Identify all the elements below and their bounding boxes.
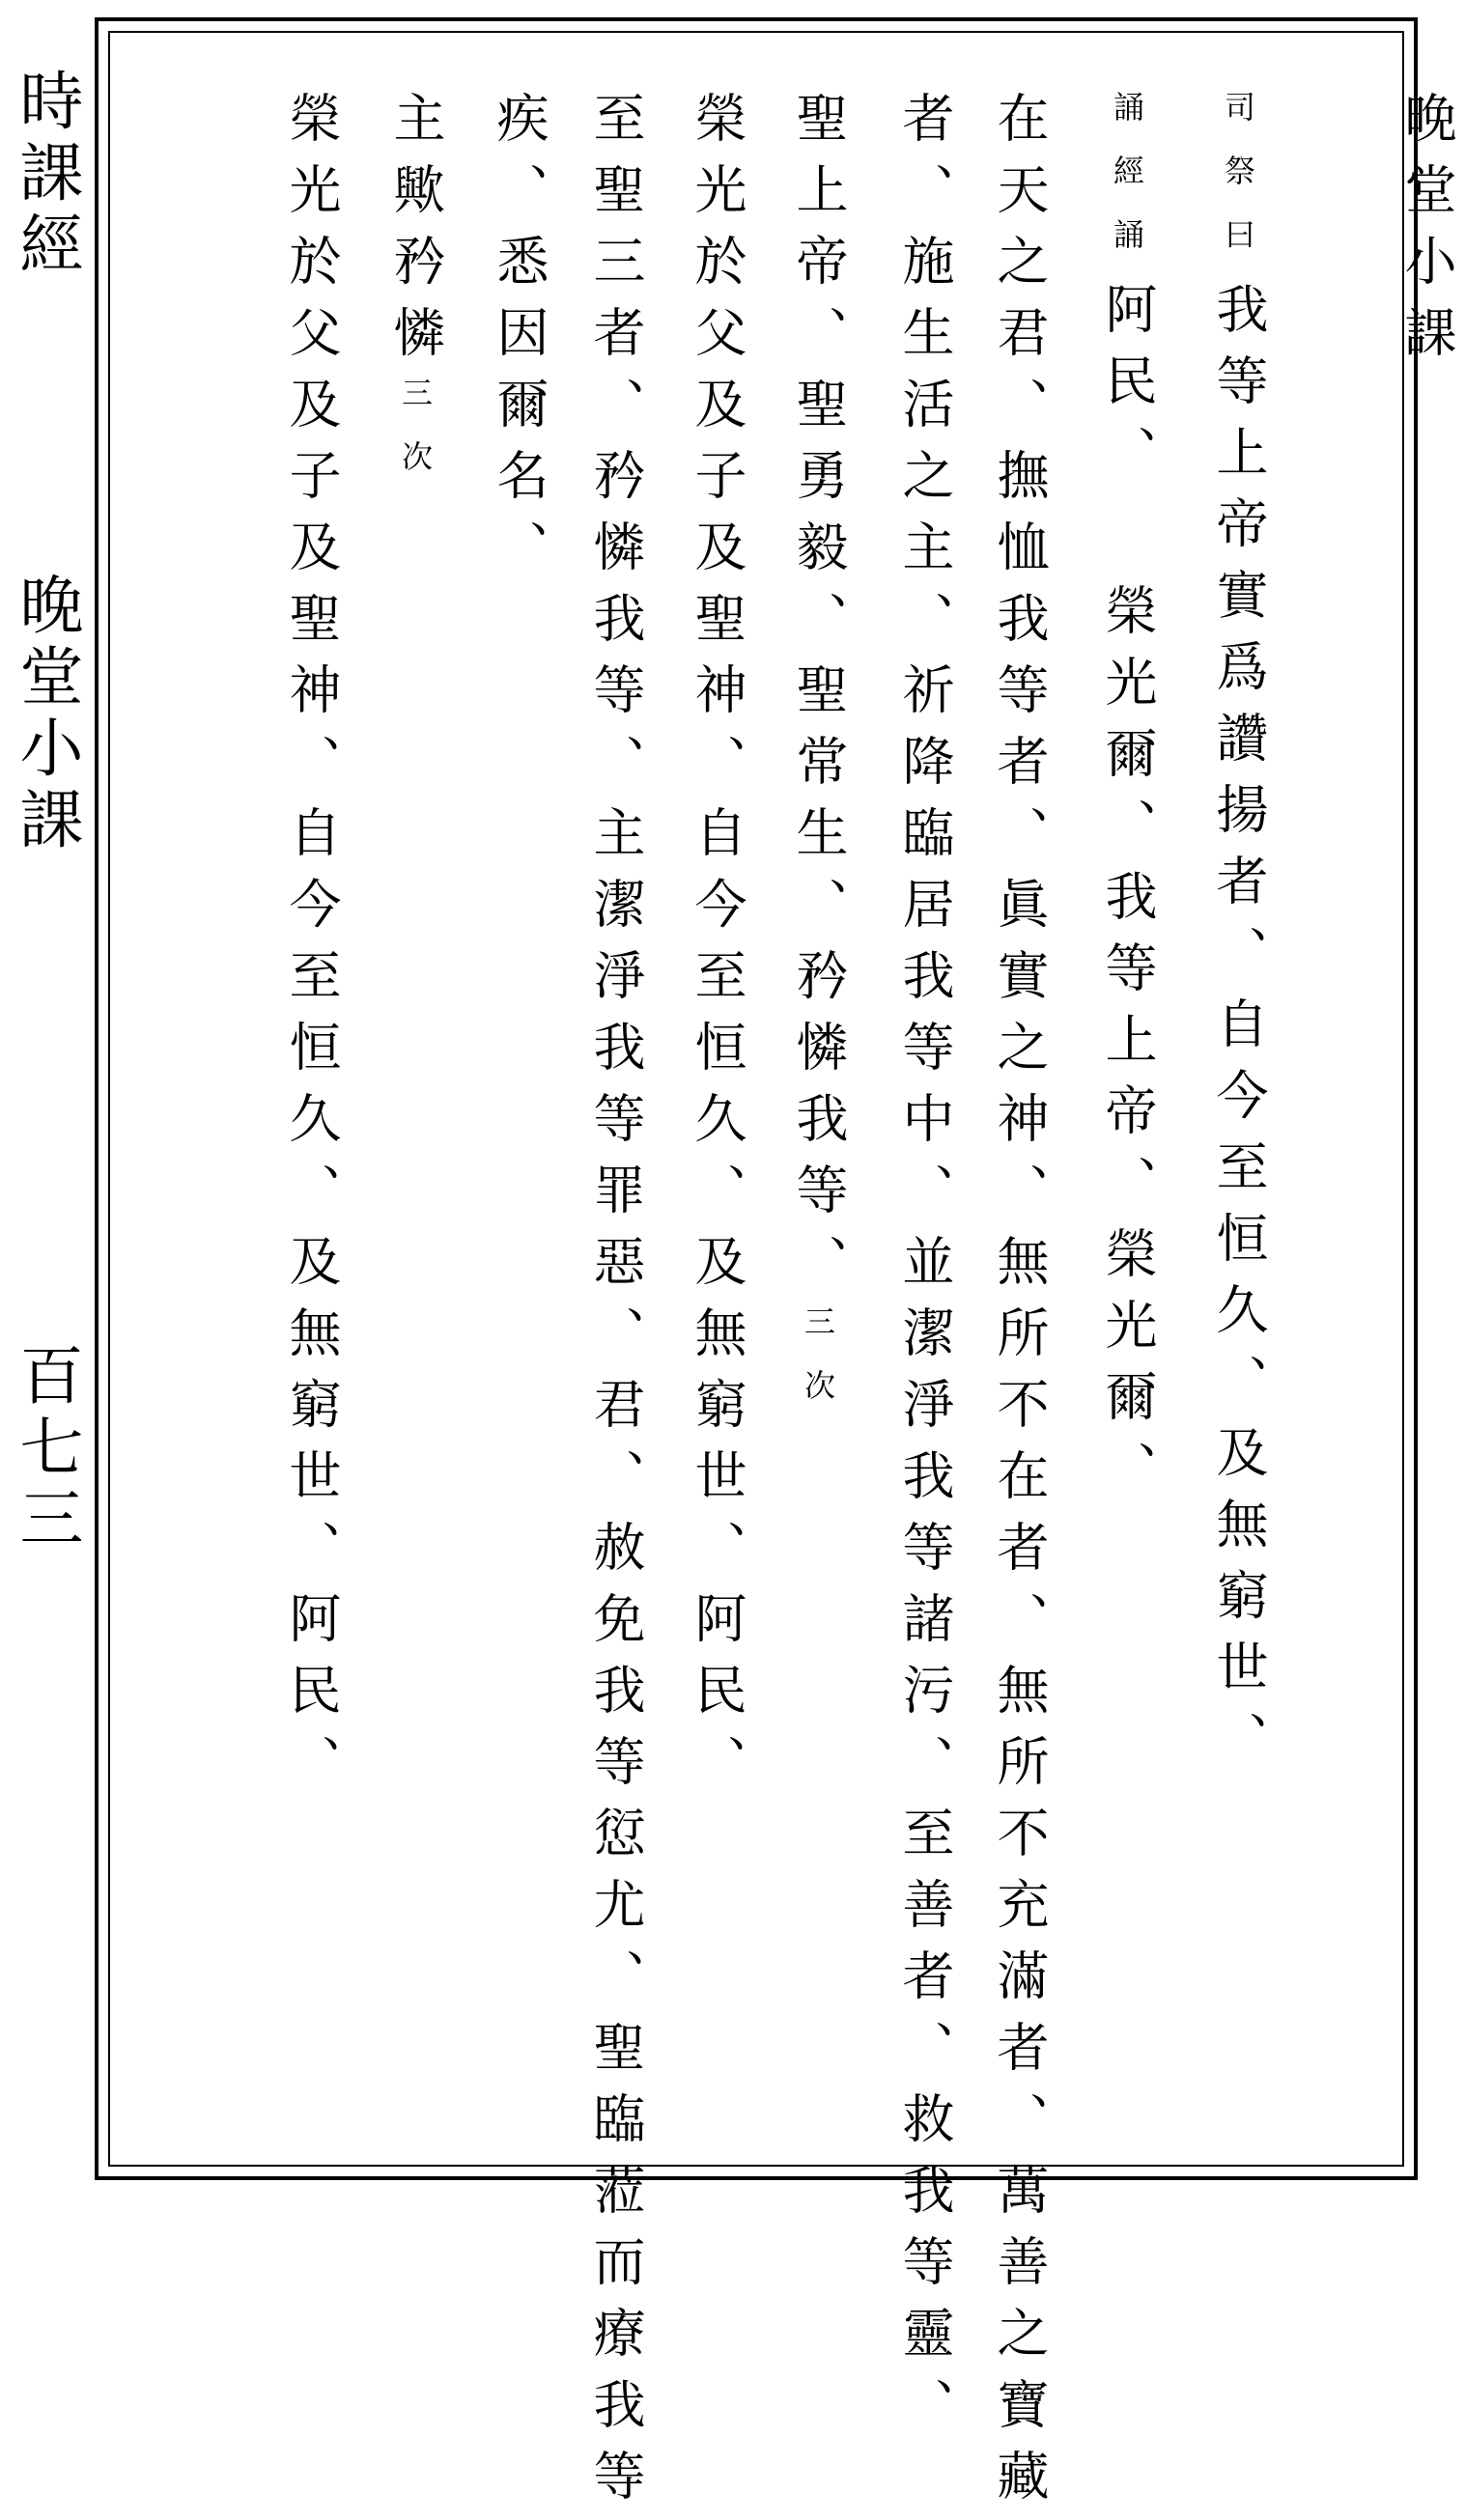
column-text: 主歟矜憐 [385,91,446,377]
page-title: 晚堂小課 [1396,91,1457,377]
rubric-priest-says: 司祭曰 [1220,91,1256,282]
margin-book-section-title [10,68,81,857]
text-column-2 [1199,91,1277,1782]
text-column-3 [1088,91,1166,1512]
text-column-11: 榮光於父及子及聖神、自今至恒久、及無窮世、阿民、 [281,91,342,1806]
text-column-8: 至聖三者、矜憐我等、主潔淨我等罪惡、君、赦免我等愆尤、聖臨蒞而療我等 [585,91,646,2520]
note-three-times: 三次 [397,377,434,504]
text-column-7: 榮光於父及子及聖神、自今至恒久、及無窮世、阿民、 [687,91,747,1806]
column-text: 聖上帝、聖勇毅、聖常生、矜憐我等、 [788,91,849,1305]
text-column-5: 者、施生活之主、祈降臨居我等中、並潔淨我等諸污、至善者、救我等靈、 [894,91,955,2449]
margin-section-title: 晚堂小課 [9,572,83,857]
rubric-reader: 誦經誦 [1109,91,1145,282]
note-three-times: 三次 [800,1305,836,1433]
column-text: 阿民、 [1097,282,1158,496]
page-frame [95,17,1457,2520]
text-column-4: 在天之君、撫恤我等者、眞實之神、無所不在者、無所不充滿者、萬善之寶藏 [989,91,1050,2520]
page-number: 百七三 [9,1342,83,1556]
margin-book-title: 時課經 [9,68,83,282]
text-column-9: 疾、悉因爾名、 [489,91,549,591]
column-text: 我等上帝實爲讚揚者、自今至恒久、及無窮世、 [1208,282,1269,1782]
text-column-6 [779,91,857,1433]
column-text-continued: 榮光爾、我等上帝、榮光爾、 [1097,583,1158,1512]
text-column-10 [377,91,454,504]
